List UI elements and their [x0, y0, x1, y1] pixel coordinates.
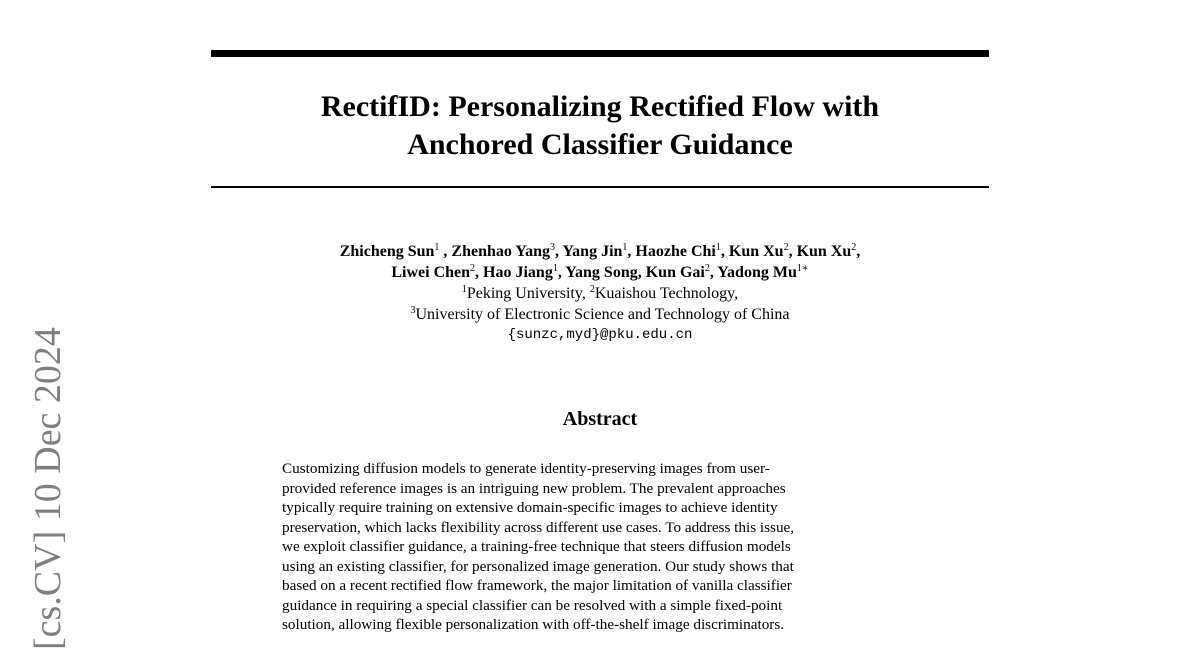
author-affil-mark: 2 [851, 242, 857, 253]
author-sep: , [788, 243, 797, 260]
author-sep: , [475, 264, 484, 281]
affiliation-peking: Peking University, [466, 285, 590, 302]
arxiv-side-stamp: [cs.CV] 10 Dec 2024 [27, 327, 69, 650]
author-sep: , [627, 243, 636, 260]
affil-mark: 3 [410, 305, 416, 316]
affiliation-line-1 [211, 283, 989, 304]
author-name: Haozhe Chi [635, 243, 716, 260]
author-sep: , [439, 243, 452, 260]
abstract-line: typically require training on extensive domain-specific images to achieve identity [282, 499, 778, 516]
affiliation-kuaishou: Kuaishou Technology, [594, 285, 739, 302]
abstract-line: based on a recent rectified flow framework, the major limitation of vanilla classifier [282, 577, 792, 594]
author-sep: , [557, 264, 566, 281]
author-name: Yang Jin [562, 243, 623, 260]
author-sep: , [554, 243, 563, 260]
author-name: Kun Xu [796, 243, 852, 260]
abstract-line: provided reference images is an intriguing new problem. The prevalent approaches [282, 479, 786, 497]
author-affil-mark: 2 [704, 263, 710, 274]
affil-mark: 1 [461, 284, 467, 295]
affiliation-line-2 [211, 304, 989, 325]
abstract-heading: Abstract [562, 408, 638, 430]
abstract-line: using an existing classifier, for personalized image generation. Our study shows that [282, 557, 794, 575]
title-line-2: Anchored Classifier Guidance [407, 128, 793, 161]
author-email: {sunzc,myd}@pku.edu.cn [507, 327, 693, 343]
author-affil-mark: 1 [622, 242, 628, 253]
abstract-line: guidance in requiring a special classifier can be resolved with a simple fixed-point [282, 596, 783, 614]
abstract-line: we exploit classifier guidance, a training-free technique that steers diffusion models [282, 538, 791, 555]
affil-mark: 2 [589, 284, 595, 295]
paper-title [211, 88, 989, 164]
author-sep: , [637, 264, 646, 281]
author-name: Yang Song [565, 264, 638, 281]
abstract-body [282, 459, 918, 635]
author-sep: , [856, 243, 861, 260]
author-line-1 [211, 241, 989, 262]
author-name: Zhicheng Sun [339, 243, 435, 260]
author-affil-mark: 1 [715, 242, 721, 253]
abstract-line: Customizing diffusion models to generate identity-preserving images from user- [282, 460, 770, 477]
author-name: Kun Gai [645, 264, 705, 281]
author-name: Hao Jiang [483, 264, 553, 281]
author-name: Kun Xu [728, 243, 784, 260]
title-line-1: RectifID: Personalizing Rectified Flow with [320, 90, 880, 123]
author-affil-mark: 1∗ [796, 263, 809, 274]
author-affil-mark: 2 [470, 263, 476, 274]
author-name: Yadong Mu [717, 264, 797, 281]
author-sep: , [720, 243, 729, 260]
title-top-rule [211, 50, 989, 57]
author-affil-mark: 1 [552, 263, 558, 274]
affiliation-uestc: University of Electronic Science and Technology of China [415, 306, 790, 323]
title-bottom-rule [211, 186, 989, 188]
author-line-2 [211, 262, 989, 283]
author-affil-mark: 1 [434, 242, 440, 253]
author-sep: , [709, 264, 718, 281]
author-name: Zhenhao Yang [451, 243, 550, 260]
author-name: Liwei Chen [391, 264, 471, 281]
author-affil-mark: 2 [783, 242, 789, 253]
abstract-line: preservation, which lacks flexibility across different use cases. To address this issue, [282, 518, 795, 536]
author-block [211, 241, 989, 346]
author-affil-mark: 3 [549, 242, 555, 253]
abstract-line: solution, allowing flexible personalization with off-the-shelf image discriminators. [282, 616, 785, 633]
